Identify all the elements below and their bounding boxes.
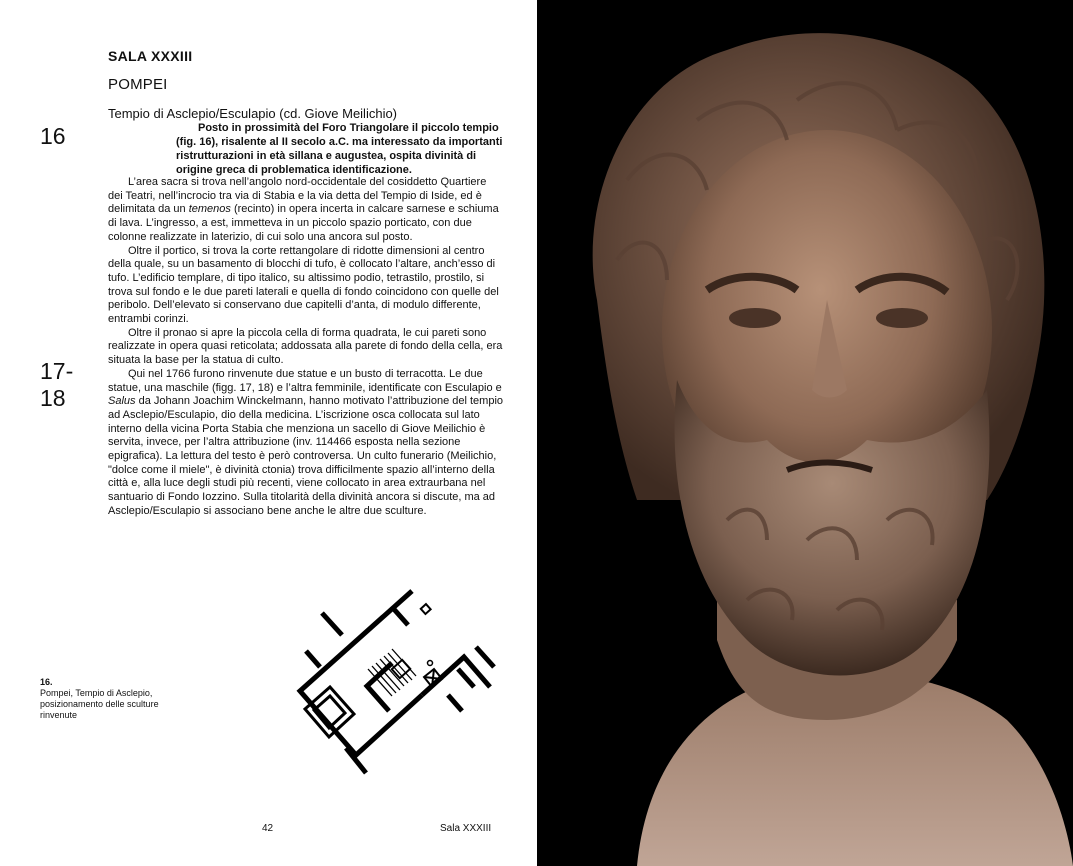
- statue-photo: [537, 0, 1073, 866]
- body-text: [108, 176, 503, 519]
- figure-number-17: 17-: [40, 358, 74, 384]
- city-title: POMPEI: [108, 76, 168, 93]
- paragraph: L’area sacra si trova nell’angolo nord-occidentale del cosiddetto Quartiere dei Teatri, nell’incrocio tra via di Stabia e la via detta del Tempio di Iside, ed è delimitata da un temenos (recinto) in opera incerta in calcare sarnese e schiuma di lava. L’ingresso, a est, immetteva in un piccolo spazio porticato, con due colonne realizzate in laterizio, di cui solo una ancora sul posto.: [108, 176, 499, 243]
- figure-number-16: 16: [40, 123, 66, 149]
- bearded-statue-head-image: [537, 0, 1073, 866]
- figure-number-18: 18: [40, 385, 66, 411]
- temple-title: Tempio di Asclepio/Esculapio (cd. Giove Meilichio): [108, 106, 398, 121]
- section-title: SALA XXXIII: [108, 48, 193, 64]
- running-head: Sala XXXIII: [440, 823, 492, 834]
- page-number: 42: [262, 823, 274, 834]
- caption-number: 16.: [40, 677, 53, 687]
- paragraph: Oltre il portico, si trova la corte rettangolare di ridotte dimensioni al centro della quale, su un basamento di blocchi di tufo, è collocato l’altare, anch’esso di tufo. L’edificio templare, di tipo italico, su altissimo podio, tetrastilo, prostilo, si trova sul fondo e le due pareti laterali e quella di fondo coincidono con quelle del peribolo. Dell’elevato si conservano due capitelli d’anta, di modulo differente, entrambi corinzi.: [108, 244, 499, 326]
- figure-caption: [40, 677, 180, 721]
- temple-plan-drawing: [282, 583, 502, 783]
- caption-text: Pompei, Tempio di Asclepio, posizionamento delle sculture rinvenute: [40, 688, 159, 720]
- paragraph: Oltre il pronao si apre la piccola cella di forma quadrata, le cui pareti sono realizzate in opera quasi reticolata; addossata alla parete di fondo della cella, era situata la base per la statua di culto.: [108, 326, 503, 367]
- paragraph: Qui nel 1766 furono rinvenute due statue e un busto di terracotta. Le due statue, una maschile (figg. 17, 18) e l’altra femminile, identificate con Esculapio e Salus da Johann Joachim Winckelmann, hanno motivato l’attribuzione del tempio ad Asclepio/Esculapio, dio della medicina. L’iscrizione osca collocata sul lato interno della vicina Porta Stabia che menziona un sacello di Giove Meilichio è servita, invece, per l’altra attribuzione (inv. 114466 esposta nella sezione epigrafica). La lettura del testo è però controversa. Un culto funerario (Meilichio, "dolce come il miele", è divinità ctonia) trova difficilmente spazio all’interno della città e, alla luce degli studi più recenti, viene collocato in area extraurbana nel santuario di Fondo Iozzino. Sulla titolarità della divinità ancora si discute, ma ad Asclepio/Esculapio si associano bene anche le altre due sculture.: [108, 367, 504, 517]
- lead-paragraph: Posto in prossimità del Foro Triangolare il piccolo tempio (fig. 16), risalente al II secolo a.C. ma interessato da importanti ristrutturazioni in età sillana e augustea, ospita divinità di origine greca di problematica identificazione.: [176, 122, 503, 176]
